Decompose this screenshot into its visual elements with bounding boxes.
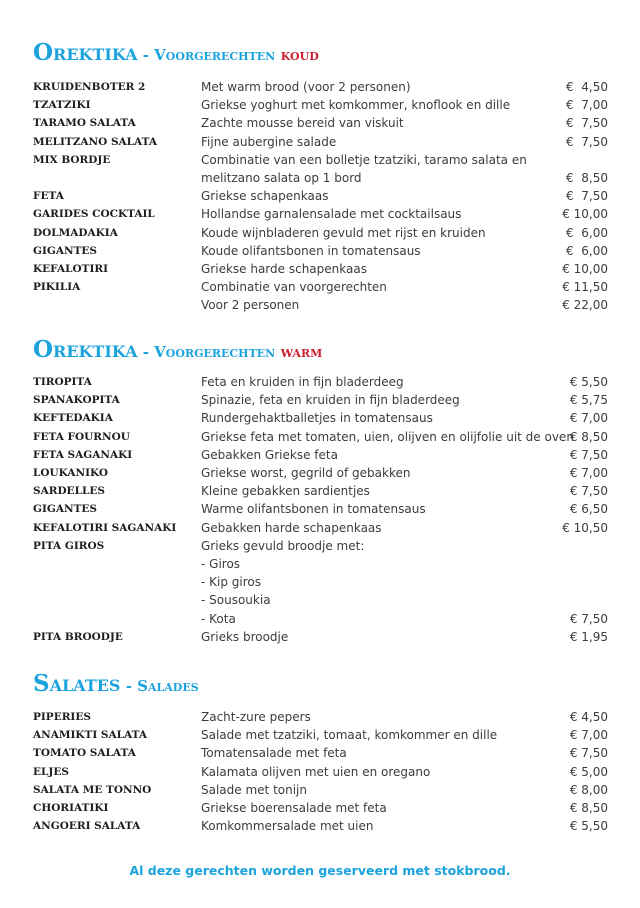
menu-item bbox=[0, 170, 640, 188]
menu-item bbox=[0, 782, 640, 800]
dish-price: € 4,50 bbox=[569, 710, 608, 724]
dish-price: € 7,00 bbox=[569, 411, 608, 426]
menu-item bbox=[0, 818, 640, 836]
menu-item bbox=[0, 429, 640, 447]
dish-description: Gebakken Griekse feta bbox=[201, 447, 338, 462]
dish-name: TIROPITA bbox=[33, 376, 92, 388]
dish-price: € 7,00 bbox=[569, 466, 608, 480]
dish-price: € 11,50 bbox=[562, 280, 608, 295]
menu-item bbox=[0, 374, 640, 392]
dish-name: KEFALOTIRI SAGANAKI bbox=[33, 521, 177, 534]
dish-name: MIX BORDJE bbox=[33, 153, 111, 166]
dish-description: Rundergehaktballetjes in tomatensaus bbox=[201, 411, 433, 426]
menu-item bbox=[0, 225, 640, 243]
dish-description: Feta en kruiden in fijn bladerdeeg bbox=[201, 375, 404, 389]
menu-item bbox=[0, 556, 640, 574]
dish-description: Salade met tonijn bbox=[201, 782, 307, 797]
dish-price: € 8,50 bbox=[566, 171, 608, 185]
dish-price: € 6,00 bbox=[566, 225, 608, 240]
menu-item bbox=[0, 538, 640, 556]
section-heading: Salates - Salades bbox=[33, 670, 199, 697]
dish-price: € 7,50 bbox=[566, 116, 608, 131]
dish-name: PITA BROODJE bbox=[33, 630, 123, 643]
dish-name: GIGANTES bbox=[33, 244, 97, 257]
menu-item bbox=[0, 611, 640, 629]
dish-name: ANGOERI SALATA bbox=[33, 820, 141, 833]
dish-price: € 4,50 bbox=[566, 80, 608, 94]
menu-item bbox=[0, 727, 640, 745]
dish-price: € 7,50 bbox=[569, 447, 608, 462]
dish-description: Griekse feta met tomaten, uien, olijven en olijfolie uit de oven bbox=[201, 429, 574, 444]
dish-price: € 8,50 bbox=[569, 429, 608, 444]
dish-description: melitzano salata op 1 bord bbox=[201, 171, 362, 185]
dish-description: Kleine gebakken sardientjes bbox=[201, 484, 370, 499]
dish-description: - Kota bbox=[201, 611, 236, 626]
dish-description: Hollandse garnalensalade met cocktailsaus bbox=[201, 207, 462, 222]
dish-price: € 10,50 bbox=[562, 520, 608, 535]
dish-name: PITA GIROS bbox=[33, 539, 105, 552]
menu-item bbox=[0, 188, 640, 206]
dish-description: Zachte mousse bereid van viskuit bbox=[201, 116, 404, 131]
section-heading: Orektika - Voorgerechten warm bbox=[33, 336, 323, 363]
menu-item bbox=[0, 243, 640, 261]
dish-price: € 7,50 bbox=[569, 746, 608, 761]
dish-price: € 10,00 bbox=[562, 207, 608, 222]
dish-description: Zacht-zure pepers bbox=[201, 710, 311, 724]
dish-name: GARIDES COCKTAIL bbox=[33, 208, 155, 221]
dish-description: Griekse boerensalade met feta bbox=[201, 801, 387, 815]
menu-item bbox=[0, 745, 640, 763]
dish-name: TARAMO SALATA bbox=[33, 117, 136, 130]
menu-item bbox=[0, 392, 640, 410]
dish-name: FETA SAGANAKI bbox=[33, 448, 133, 461]
menu-item bbox=[0, 629, 640, 647]
dish-name: TOMATO SALATA bbox=[33, 747, 136, 760]
dish-description: Met warm brood (voor 2 personen) bbox=[201, 80, 411, 94]
menu-item bbox=[0, 483, 640, 501]
dish-name: MELITZANO SALATA bbox=[33, 135, 158, 148]
menu-item bbox=[0, 79, 640, 97]
menu-item bbox=[0, 97, 640, 115]
dish-description: Gebakken harde schapenkaas bbox=[201, 520, 382, 535]
dish-description: Koude wijnbladeren gevuld met rijst en kruiden bbox=[201, 225, 486, 240]
menu-item bbox=[0, 279, 640, 297]
menu-item bbox=[0, 447, 640, 465]
dish-name: GIGANTES bbox=[33, 503, 97, 516]
dish-description: Griekse yoghurt met komkommer, knoflook en dille bbox=[201, 98, 511, 113]
dish-price: € 7,50 bbox=[566, 189, 608, 204]
footer-note: Al deze gerechten worden geserveerd met stokbrood. bbox=[129, 863, 511, 878]
dish-description: Grieks gevuld broodje met: bbox=[201, 538, 365, 553]
menu-item bbox=[0, 800, 640, 818]
menu-item bbox=[0, 574, 640, 592]
dish-name: FETA FOURNOU bbox=[33, 430, 130, 443]
dish-description: Salade met tzatziki, tomaat, komkommer en dille bbox=[201, 728, 498, 743]
dish-description: Spinazie, feta en kruiden in fijn bladerdeeg bbox=[201, 393, 460, 408]
dish-description: Warme olifantsbonen in tomatensaus bbox=[201, 502, 426, 517]
menu-item bbox=[0, 134, 640, 152]
dish-description: Griekse worst, gegrild of gebakken bbox=[201, 466, 411, 480]
dish-name: PIPERIES bbox=[33, 711, 91, 723]
dish-price: € 7,50 bbox=[569, 484, 608, 499]
dish-description: Kalamata olijven met uien en oregano bbox=[201, 764, 431, 779]
dish-price: € 22,00 bbox=[562, 298, 608, 313]
dish-description: Combinatie van voorgerechten bbox=[201, 280, 387, 295]
menu-item bbox=[0, 501, 640, 519]
dish-name: CHORIATIKI bbox=[33, 802, 109, 814]
section-heading: Orektika - Voorgerechten koud bbox=[33, 39, 319, 66]
menu-item bbox=[0, 764, 640, 782]
menu-item bbox=[0, 297, 640, 315]
dish-price: € 7,50 bbox=[566, 134, 608, 149]
dish-price: € 6,50 bbox=[569, 502, 608, 517]
dish-price: € 7,00 bbox=[566, 98, 608, 113]
dish-price: € 7,00 bbox=[569, 728, 608, 743]
dish-name: TZATZIKI bbox=[33, 99, 91, 112]
dish-description: Griekse harde schapenkaas bbox=[201, 262, 367, 276]
menu-item bbox=[0, 261, 640, 279]
menu-item bbox=[0, 115, 640, 133]
dish-price: € 6,00 bbox=[566, 243, 608, 258]
dish-name: ELJES bbox=[33, 765, 69, 778]
dish-name: SALATA ME TONNO bbox=[33, 783, 152, 796]
dish-name: KRUIDENBOTER 2 bbox=[33, 81, 146, 93]
dish-name: SARDELLES bbox=[33, 485, 105, 498]
dish-price: € 5,00 bbox=[569, 764, 608, 779]
dish-name: LOUKANIKO bbox=[33, 467, 109, 479]
dish-description: Griekse schapenkaas bbox=[201, 189, 329, 204]
dish-price: € 7,50 bbox=[569, 611, 608, 626]
dish-description: Grieks broodje bbox=[201, 629, 289, 644]
dish-description: Koude olifantsbonen in tomatensaus bbox=[201, 243, 421, 258]
dish-price: € 5,50 bbox=[569, 375, 608, 389]
dish-description: Fijne aubergine salade bbox=[201, 134, 337, 149]
menu-item bbox=[0, 206, 640, 224]
dish-price: € 10,00 bbox=[562, 262, 608, 276]
menu-item bbox=[0, 152, 640, 170]
menu-item bbox=[0, 465, 640, 483]
menu-item bbox=[0, 709, 640, 727]
dish-name: FETA bbox=[33, 190, 64, 203]
menu-item bbox=[0, 592, 640, 610]
dish-description: - Kip giros bbox=[201, 575, 261, 590]
dish-description: Komkommersalade met uien bbox=[201, 819, 374, 834]
menu-item bbox=[0, 410, 640, 428]
dish-price: € 1,95 bbox=[569, 629, 608, 644]
dish-description: - Giros bbox=[201, 557, 241, 571]
dish-name: DOLMADAKIA bbox=[33, 226, 118, 239]
dish-name: SPANAKOPITA bbox=[33, 394, 120, 407]
dish-price: € 5,75 bbox=[569, 393, 608, 408]
dish-description: - Sousoukia bbox=[201, 593, 271, 608]
dish-price: € 8,00 bbox=[569, 782, 608, 797]
dish-name: KEFTEDAKIA bbox=[33, 412, 113, 425]
dish-name: KEFALOTIRI bbox=[33, 263, 109, 275]
dish-description: Voor 2 personen bbox=[201, 298, 300, 313]
dish-name: ANAMIKTI SALATA bbox=[33, 729, 148, 742]
dish-name: PIKILIA bbox=[33, 281, 81, 294]
dish-description: Combinatie van een bolletje tzatziki, taramo salata en bbox=[201, 152, 527, 167]
dish-description: Tomatensalade met feta bbox=[201, 746, 347, 761]
menu-item bbox=[0, 520, 640, 538]
dish-price: € 5,50 bbox=[569, 819, 608, 834]
dish-price: € 8,50 bbox=[569, 801, 608, 815]
